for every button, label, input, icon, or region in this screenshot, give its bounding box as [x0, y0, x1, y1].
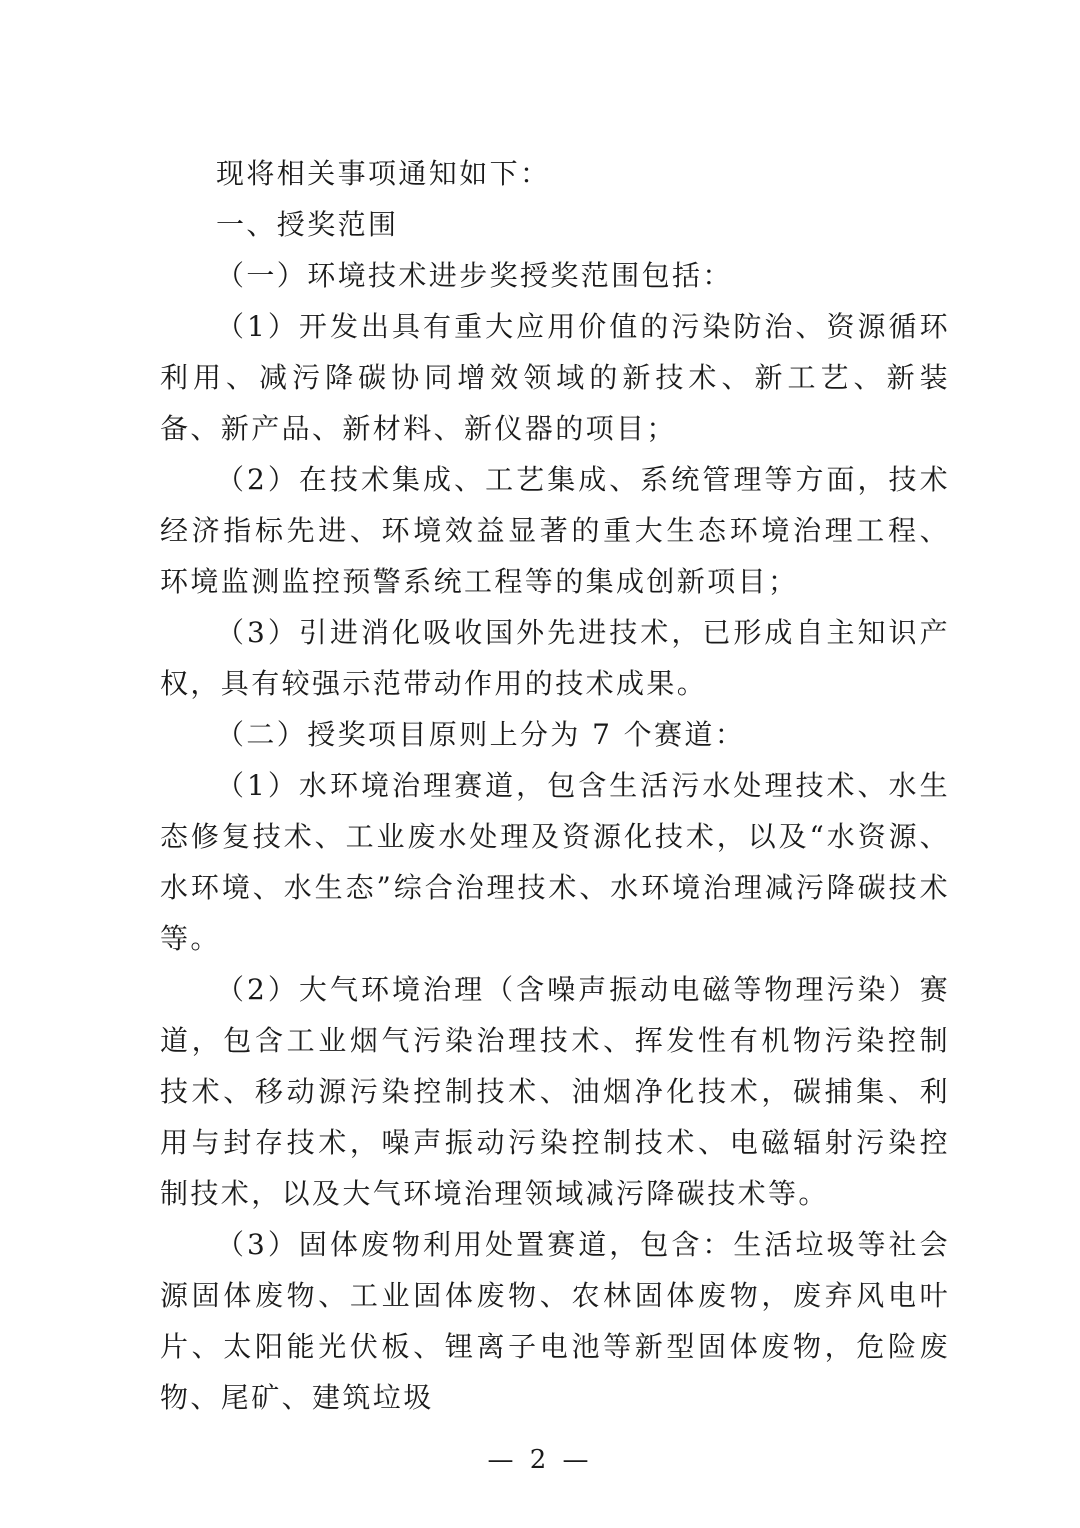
document-body	[160, 148, 950, 1423]
scope-item-2: （2）在技术集成、工艺集成、系统管理等方面，技术经济指标先进、环境效益显著的重大生态环境治理工程、环境监测监控预警系统工程等的集成创新项目；	[160, 463, 950, 598]
track-item-2: （2）大气环境治理（含噪声振动电磁等物理污染）赛道，包含工业烟气污染治理技术、挥发性有机物污染控制技术、移动源污染控制技术、油烟净化技术，碳捕集、利用与封存技术，噪声振动污染控制技术、电磁辐射污染控制技术，以及大气环境治理领域减污降碳技术等。	[160, 973, 950, 1210]
section-heading: 一、授奖范围	[216, 208, 399, 241]
scope-item-3: （3）引进消化吸收国外先进技术，已形成自主知识产权，具有较强示范带动作用的技术成果。	[160, 616, 950, 700]
scope-item-1: （1）开发出具有重大应用价值的污染防治、资源循环利用、减污降碳协同增效领域的新技术、新工艺、新装备、新产品、新材料、新仪器的项目；	[160, 310, 950, 445]
subsection-2-title: （二）授奖项目原则上分为 7 个赛道：	[216, 718, 746, 751]
page-number: — 2 —	[487, 1445, 593, 1475]
track-item-3: （3）固体废物利用处置赛道，包含：生活垃圾等社会源固体废物、工业固体废物、农林固体废物，废弃风电叶片、太阳能光伏板、锂离子电池等新型固体废物，危险废物、尾矿、建筑垃圾	[160, 1228, 950, 1414]
subsection-1-title: （一）环境技术进步奖授奖范围包括：	[216, 259, 733, 292]
intro-paragraph: 现将相关事项通知如下：	[216, 157, 551, 190]
track-item-1: （1）水环境治理赛道，包含生活污水处理技术、水生态修复技术、工业废水处理及资源化技术，以及“水资源、水环境、水生态”综合治理技术、水环境治理减污降碳技术等。	[160, 769, 950, 955]
